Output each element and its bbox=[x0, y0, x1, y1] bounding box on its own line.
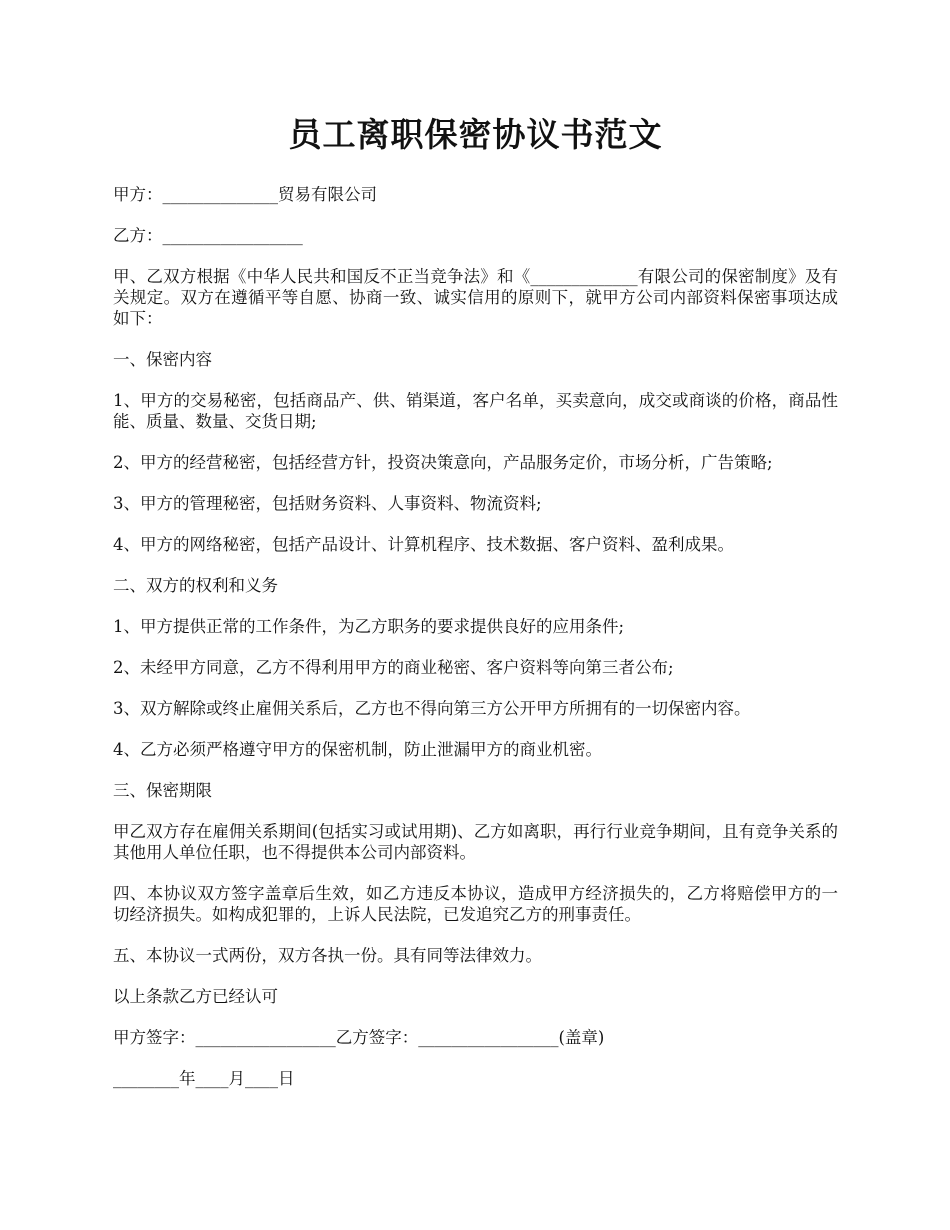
clause-working-conditions: 1、甲方提供正常的工作条件，为乙方职务的要求提供良好的应用条件; bbox=[113, 617, 625, 636]
clause-no-disclosure: 2、未经甲方同意，乙方不得利用甲方的商业秘密、客户资料等向第三者公布; bbox=[113, 658, 674, 677]
clause-business-secrets: 2、甲方的经营秘密，包括经营方针，投资决策意向，产品服务定价，市场分析，广告策略; bbox=[113, 453, 773, 472]
section-heading-term: 三、保密期限 bbox=[113, 781, 212, 800]
clause-comply-mechanism: 4、乙方必须严格遵守甲方的保密机制，防止泄漏甲方的商业机密。 bbox=[113, 740, 602, 759]
clause-trade-secrets: 1、甲方的交易秘密，包括商品产、供、销渠道，客户名单，买卖意向，成交或商谈的价格，商品性能、质量、数量、交货日期; bbox=[113, 391, 838, 431]
clause-effectiveness: 四、本协议双方签字盖章后生效，如乙方违反本协议，造成甲方经济损失的，乙方将赔偿甲方的一切经济损失。如构成犯罪的，上诉人民法院，已发追究乙方的刑事责任。 bbox=[113, 884, 838, 924]
clause-term-detail: 甲乙双方存在雇佣关系期间(包括实习或试用期)、乙方如离职，再行行业竞争期间，且有竞争关系的其他用人单位任职，也不得提供本公司内部资料。 bbox=[113, 822, 838, 862]
section-heading-confidential-content: 一、保密内容 bbox=[113, 350, 212, 369]
party-a-line: 甲方：______________贸易有限公司 bbox=[113, 185, 377, 204]
clause-network-secrets: 4、甲方的网络秘密，包括产品设计、计算机程序、技术数据、客户资料、盈利成果。 bbox=[113, 535, 734, 554]
preamble-paragraph: 甲、乙双方根据《中华人民共和国反不正当竞争法》和《_____________有限公司的保密制度》及有关规定。双方在遵循平等自愿、协商一致、诚实信用的原则下，就甲方公司内部资料保密事项达成如下： bbox=[113, 267, 838, 328]
section-heading-rights-obligations: 二、双方的权利和义务 bbox=[113, 576, 278, 595]
acknowledgement-line: 以上条款乙方已经认可 bbox=[113, 987, 278, 1006]
clause-copies: 五、本协议一式两份，双方各执一份。具有同等法律效力。 bbox=[113, 946, 542, 965]
date-line: ________年____月____日 bbox=[113, 1069, 295, 1088]
party-b-line: 乙方：_________________ bbox=[113, 226, 303, 245]
document-title: 员工离职保密协议书范文 bbox=[288, 115, 663, 154]
clause-post-termination: 3、双方解除或终止雇佣关系后，乙方也不得向第三方公开甲方所拥有的一切保密内容。 bbox=[113, 699, 751, 718]
signature-line: 甲方签字：_________________乙方签字：_________________(盖章) bbox=[113, 1028, 605, 1047]
clause-management-secrets: 3、甲方的管理秘密，包括财务资料、人事资料、物流资料; bbox=[113, 494, 542, 513]
